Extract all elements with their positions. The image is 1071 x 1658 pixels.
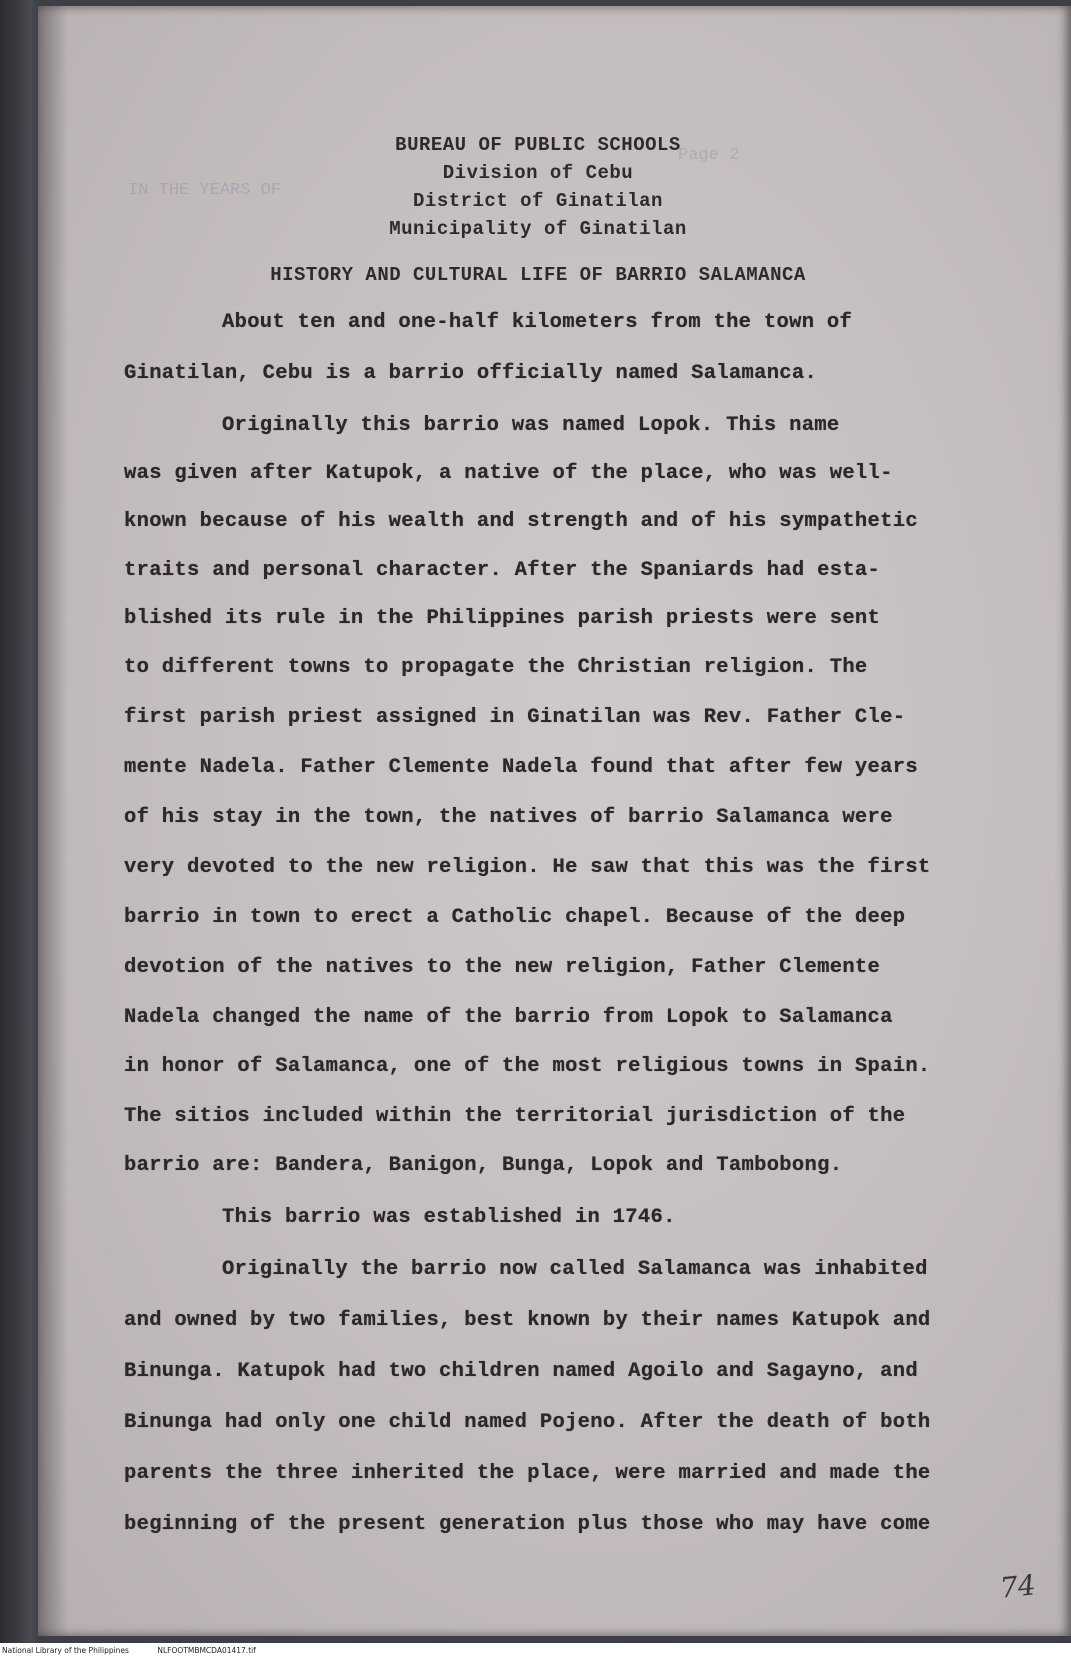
document-title: HISTORY AND CULTURAL LIFE OF BARRIO SALAMANCA — [270, 264, 806, 286]
division-heading: Division of Cebu — [442, 162, 634, 184]
body-line: Originally this barrio was named Lopok. This name — [222, 414, 840, 437]
body-line: in honor of Salamanca, one of the most religious towns in Spain. — [124, 1055, 931, 1078]
body-line: beginning of the present generation plus those who may have come — [124, 1513, 931, 1536]
body-line: Originally the barrio now called Salamanca was inhabited — [222, 1258, 928, 1281]
body-line: traits and personal character. After the Spaniards had esta- — [124, 559, 881, 582]
body-line: first parish priest assigned in Ginatilan was Rev. Father Cle- — [124, 706, 906, 729]
scan-filename: NLFOOTMBMCDA01417.tif — [157, 1646, 256, 1655]
district-heading: District of Ginatilan — [413, 190, 663, 212]
bleed-through-text: Page 2 — [678, 146, 740, 165]
body-line: very devoted to the new religion. He saw that this was the first — [124, 856, 931, 879]
body-line: This barrio was established in 1746. — [222, 1206, 676, 1229]
body-line: Binunga. Katupok had two children named Agoilo and Sagayno, and — [124, 1360, 918, 1383]
scan-footer — [0, 1643, 1071, 1658]
body-line: Nadela changed the name of the barrio from Lopok to Salamanca — [124, 1006, 893, 1029]
body-line: devotion of the natives to the new religion, Father Clemente — [124, 956, 881, 979]
body-line: Binunga had only one child named Pojeno. After the death of both — [124, 1411, 931, 1434]
body-line: to different towns to propagate the Christian religion. The — [124, 656, 868, 679]
municipality-heading: Municipality of Ginatilan — [389, 218, 687, 240]
body-line: parents the three inherited the place, were married and made the — [124, 1462, 931, 1485]
body-line: The sitios included within the territorial jurisdiction of the — [124, 1105, 906, 1128]
body-line: barrio are: Bandera, Banigon, Bunga, Lopok and Tambobong. — [124, 1154, 843, 1177]
body-line: About ten and one-half kilometers from the town of — [222, 311, 853, 334]
body-line: Ginatilan, Cebu is a barrio officially named Salamanca. — [124, 362, 818, 385]
body-line: known because of his wealth and strength and of his sympathetic — [124, 510, 918, 533]
body-line: and owned by two families, best known by their names Katupok and — [124, 1309, 931, 1332]
body-line: of his stay in the town, the natives of barrio Salamanca were — [124, 806, 893, 829]
body-line: barrio in town to erect a Catholic chapel. Because of the deep — [124, 906, 906, 929]
library-credit: National Library of the Philippines — [2, 1646, 129, 1655]
body-line: was given after Katupok, a native of the place, who was well- — [124, 462, 893, 485]
body-line: mente Nadela. Father Clemente Nadela found that after few years — [124, 756, 918, 779]
handwritten-page-number: 74 — [998, 1568, 1038, 1605]
typewritten-page — [38, 6, 1071, 1636]
bleed-through-text: IN THE YEARS OF — [128, 181, 282, 200]
bureau-heading: BUREAU OF PUBLIC SCHOOLS — [395, 134, 681, 156]
body-line: blished its rule in the Philippines parish priests were sent — [124, 607, 881, 630]
